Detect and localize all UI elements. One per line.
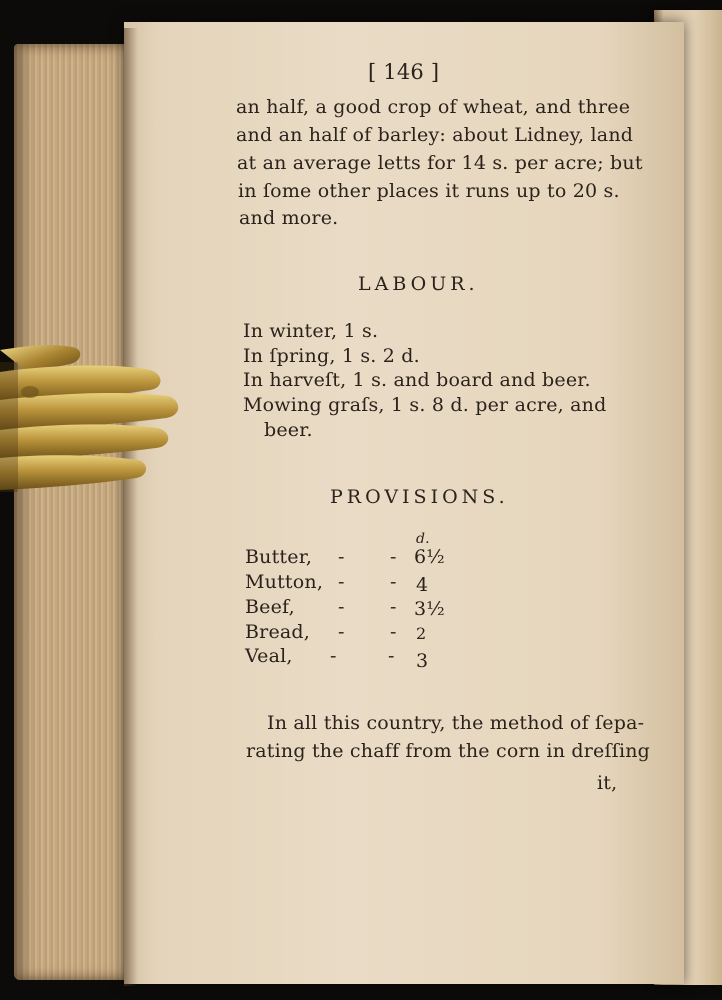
provision-dash-veal-1: - xyxy=(330,645,337,667)
provision-name-beef: Beef, xyxy=(245,596,295,618)
paragraph-1-line-5: and more. xyxy=(239,207,339,229)
provision-dash-beef-2: - xyxy=(390,596,397,618)
provision-dash-mutton-2: - xyxy=(390,571,397,593)
provision-dash-veal-2: - xyxy=(388,645,395,667)
brass-hand-bookmark-icon xyxy=(0,342,190,502)
provision-price-veal: 3 xyxy=(416,650,429,672)
labour-heading: LABOUR. xyxy=(358,273,479,295)
provision-dash-bread-1: - xyxy=(338,621,345,643)
paragraph-2-line-2: rating the chaff from the corn in dreſſing xyxy=(246,740,651,762)
provision-name-bread: Bread, xyxy=(245,621,311,643)
provision-dash-beef-1: - xyxy=(338,596,345,618)
provision-price-beef: 3½ xyxy=(414,598,445,620)
paragraph-2-line-1: In all this country, the method of ſepa- xyxy=(267,712,645,734)
provision-price-butter: 6½ xyxy=(414,546,445,568)
provision-dash-mutton-1: - xyxy=(338,571,345,593)
labour-line-5: beer. xyxy=(264,419,313,441)
provision-name-veal: Veal, xyxy=(245,645,293,667)
page-number: [ 146 ] xyxy=(368,60,440,84)
provision-name-mutton: Mutton, xyxy=(245,571,324,593)
provision-dash-bread-2: - xyxy=(390,621,397,643)
provisions-heading: PROVISIONS. xyxy=(330,486,509,508)
provision-price-mutton: 4 xyxy=(416,574,429,596)
paragraph-1-line-4: in ſome other places it runs up to 20 s. xyxy=(238,180,620,202)
paragraph-1-line-2: and an half of barley: about Lidney, land xyxy=(236,124,634,146)
labour-line-3: In harveſt, 1 s. and board and beer. xyxy=(243,369,591,391)
provision-price-bread: 2 xyxy=(416,624,427,643)
provision-dash-butter-2: - xyxy=(390,546,397,568)
provision-dash-butter-1: - xyxy=(338,546,345,568)
paragraph-1-line-1: an half, a good crop of wheat, and three xyxy=(236,96,631,118)
paragraph-2-line-3: it, xyxy=(597,772,618,794)
price-unit-label: d. xyxy=(416,531,430,547)
paragraph-1-line-3: at an average letts for 14 s. per acre; but xyxy=(237,152,643,174)
labour-line-4: Mowing graſs, 1 s. 8 d. per acre, and xyxy=(243,394,607,416)
labour-line-2: In ſpring, 1 s. 2 d. xyxy=(243,345,420,367)
labour-line-1: In winter, 1 s. xyxy=(243,320,379,342)
provision-name-butter: Butter, xyxy=(245,546,313,568)
